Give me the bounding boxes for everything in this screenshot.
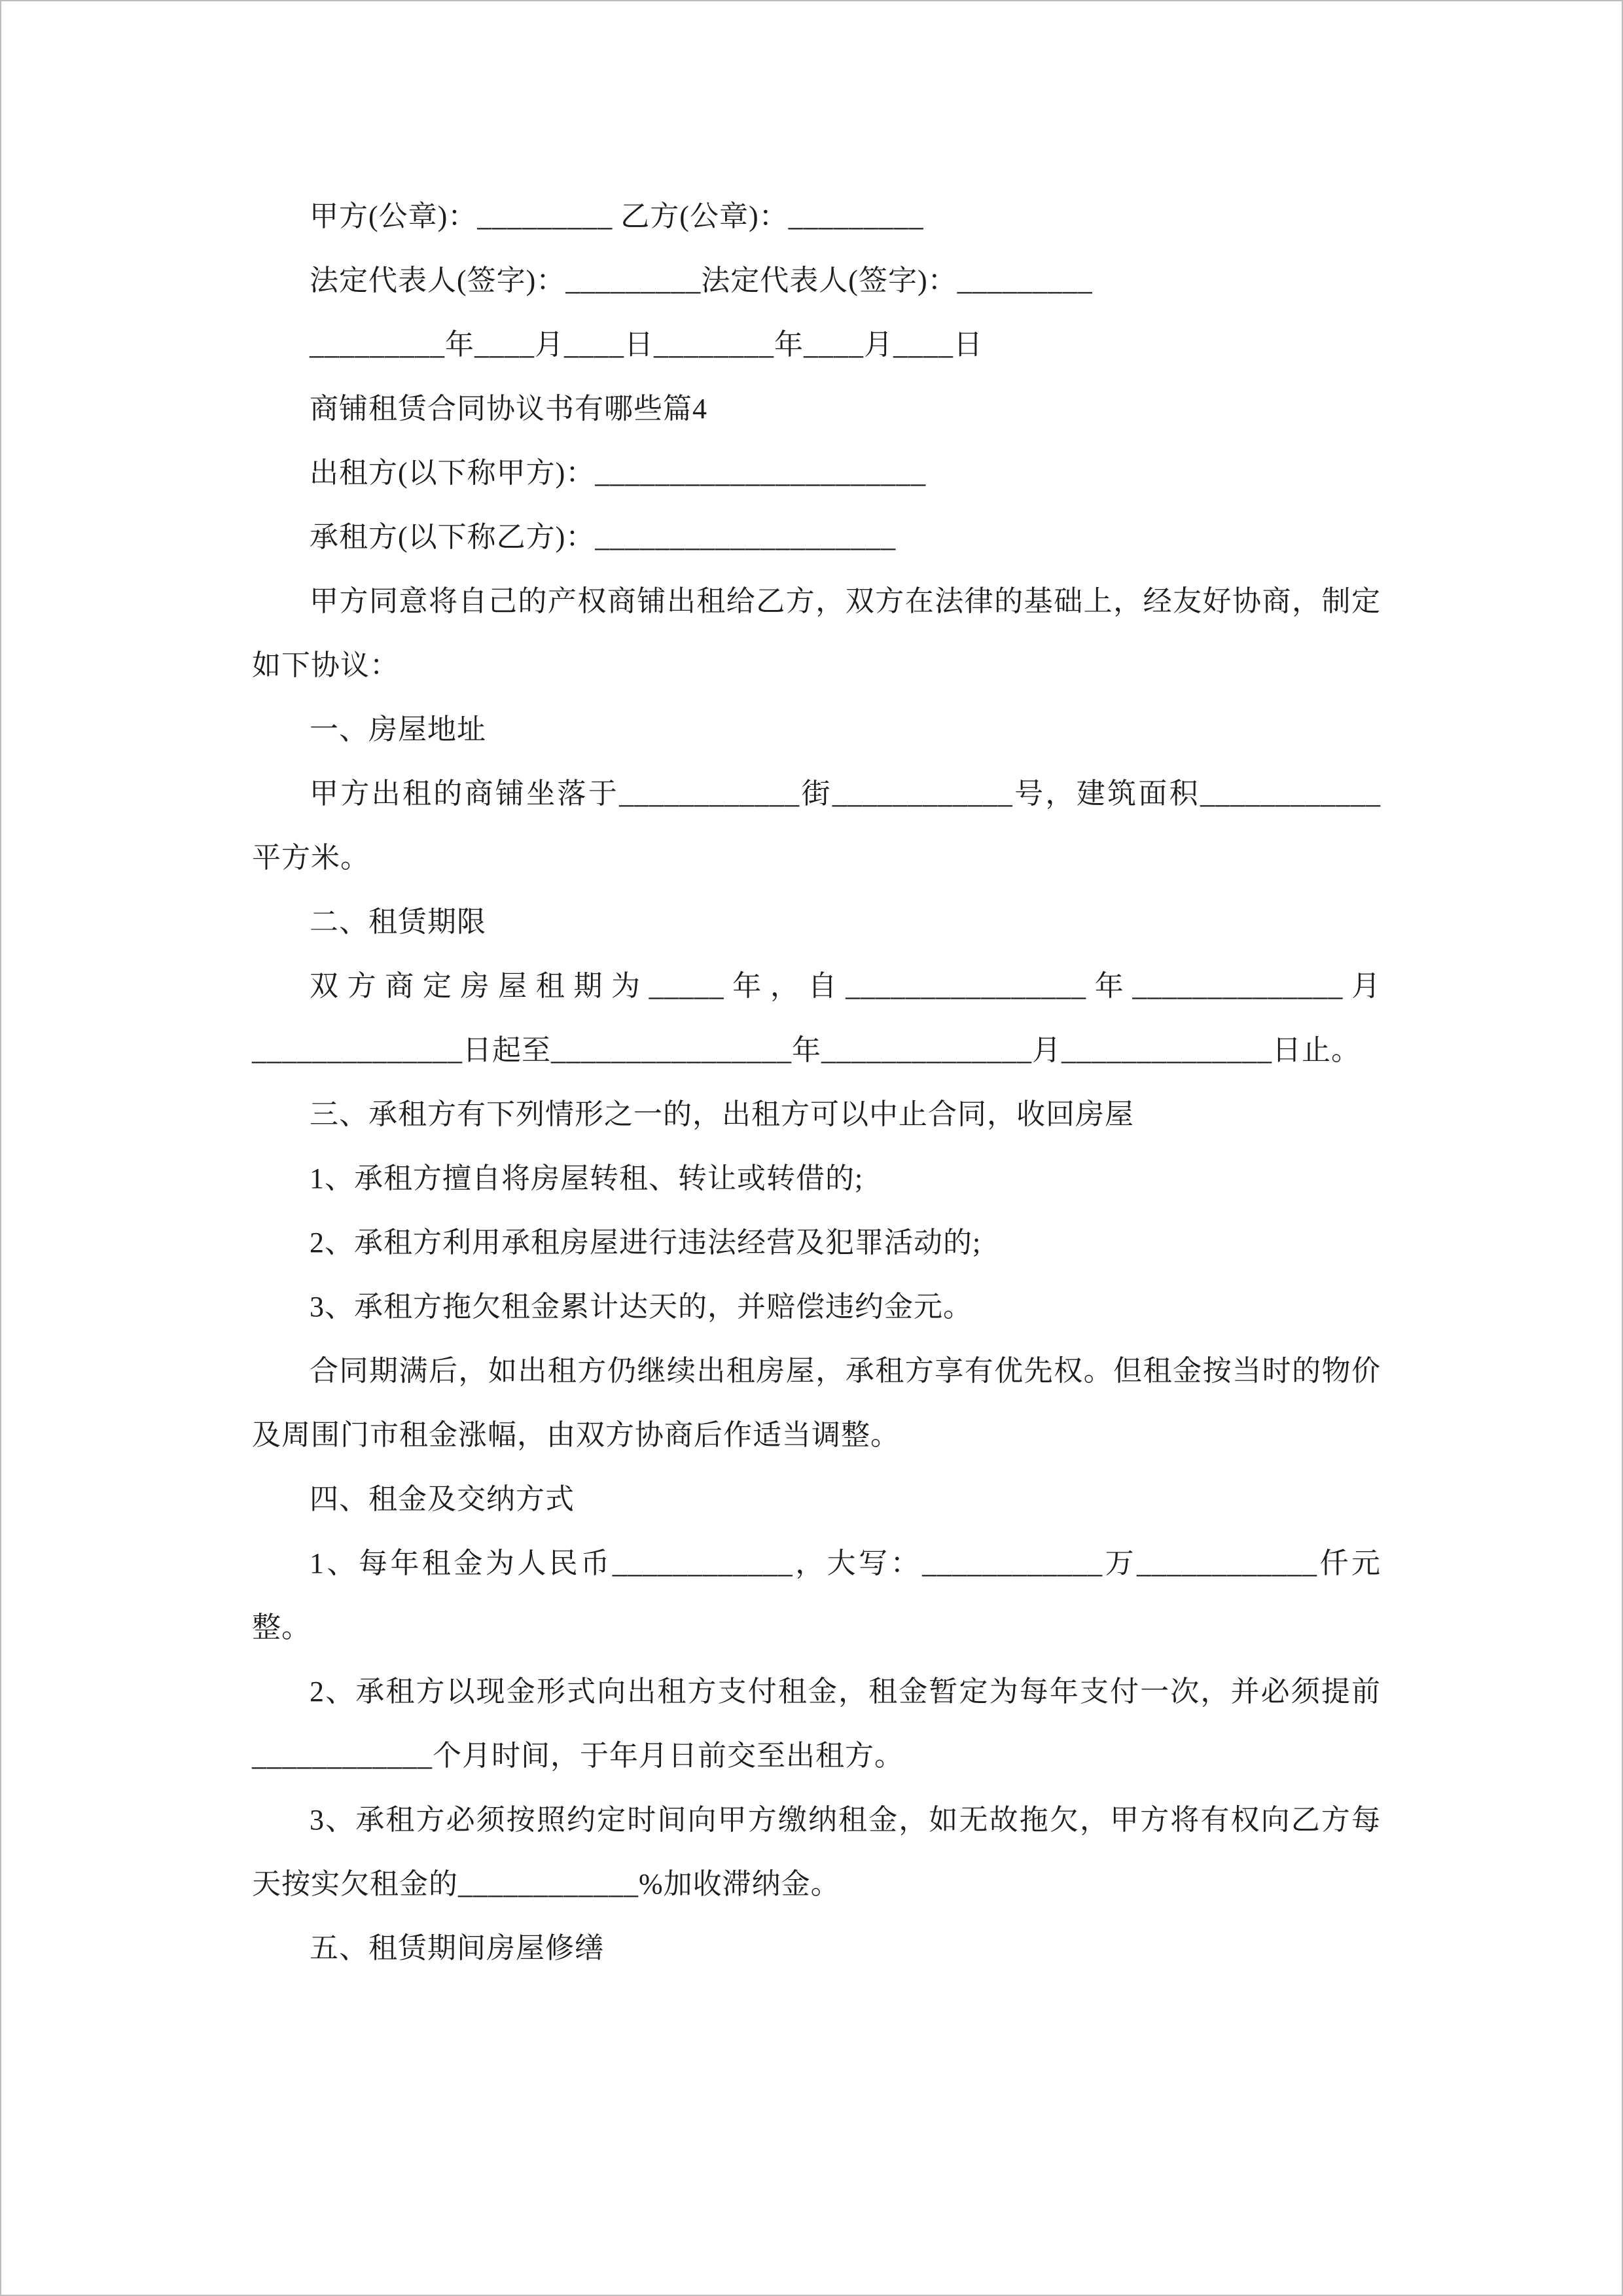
preamble-paragraph: 甲方同意将自己的产权商铺出租给乙方，双方在法律的基础上，经友好协商，制定如下协议： [252,585,1381,681]
clause-2-heading: 二、租赁期限 [310,906,486,938]
clause-3-item-2: 2、承租方利用承租房屋进行违法经营及犯罪活动的; [310,1227,982,1259]
clause-4-item-3: 3、承租方必须按照约定时间向甲方缴纳租金，如无故拖欠，甲方将有权向乙方每天按实欠租金的____________%加收滞纳金。 [252,1804,1381,1900]
date-line: _________年____月____日________年____月____日 [310,329,983,361]
clause-2-term: 双方商定房屋租期为_____年，自________________年______________月______________日起至________________年______________月______________日止。 [252,970,1381,1066]
clause-4-item-2: 2、承租方以现金形式向出租方支付租金，租金暂定为每年支付一次，并必须提前____________个月时间，于年月日前交至出租方。 [252,1676,1381,1772]
clause-3-item-1: 1、承租方擅自将房屋转租、转让或转借的; [310,1162,864,1194]
lessee-line: 承租方(以下称乙方)：____________________ [310,521,897,553]
signature-line-legal-representatives: 法定代表人(签字)：_________法定代表人(签字)：_________ [310,264,1093,296]
clause-3-item-3: 3、承租方拖欠租金累计达天的，并赔偿违约金元。 [310,1291,972,1323]
clause-1-address: 甲方出租的商铺坐落于____________街____________号，建筑面积____________平方米。 [252,778,1381,874]
clause-4-heading: 四、租金及交纳方式 [310,1483,575,1515]
clause-4-item-1: 1、每年租金为人民币____________，大写：____________万____________仟元整。 [252,1547,1381,1643]
clause-1-heading: 一、房屋地址 [310,713,486,745]
clause-3-renewal-note: 合同期满后，如出租方仍继续出租房屋，承租方享有优先权。但租金按当时的物价及周围门市租金涨幅，由双方协商后作适当调整。 [252,1355,1381,1451]
clause-5-heading: 五、租赁期间房屋修缮 [310,1932,604,1964]
lessor-line: 出租方(以下称甲方)：______________________ [310,457,927,489]
clause-3-heading: 三、承租方有下列情形之一的，出租方可以中止合同，收回房屋 [310,1098,1134,1130]
document-title: 商铺租赁合同协议书有哪些篇4 [310,393,707,425]
signature-line-seals: 甲方(公章)：_________ 乙方(公章)：_________ [310,200,924,232]
